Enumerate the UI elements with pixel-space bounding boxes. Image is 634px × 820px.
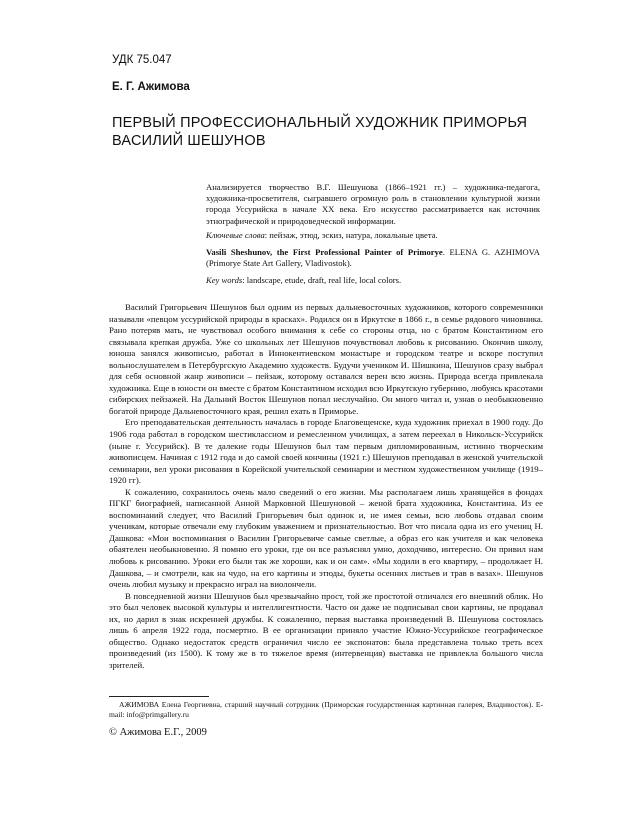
- keywords-ru-list: : пейзаж, этюд, эскиз, натура, локальные цвета.: [264, 229, 438, 240]
- title-line-2: ВАСИЛИЙ ШЕШУНОВ: [112, 133, 266, 149]
- keywords-en: [206, 275, 540, 286]
- abstract-en: [206, 247, 540, 269]
- udc-code: УДК 75.047: [112, 54, 172, 66]
- copyright-notice: © Ажимова Е.Г., 2009: [109, 727, 207, 738]
- body-paragraph: В повседневной жизни Шешунов был чрезвычайно прост, той же простотой отличался его внешний облик. Но это был человек высокой культуры и интеллигентности. Часто он даже не подписывал свои картины, не продавал их, но дарил в знак искренней дружбы. К сожалению, первая выставка произведений В. Шешунова состоялась лишь 6 апреля 1922 года, посмертно. В ее организации приняло участие Южно-Уссурийское географическое общество. Однако недостаток средств ограничил число ее экспонатов: была представлена только треть всех произведений (из 1500). К тому же в то тяжелое время (интервенция) выставка не привлекла большого числа зрителей.: [109, 590, 543, 670]
- body-paragraph: К сожалению, сохранилось очень мало сведений о его жизни. Мы располагаем лишь хранящейся в фондах ПГКГ биографией, написанной Анной Марковной Шешуновой – женой брата художника, Константина. Из ее воспоминаний следует, что Василий Григорьевич был одинок и, не имея семьи, всю любовь отдавал своим ученикам, которые отвечали ему глубоким уважением и признательностью. Вот что писала одна из его учениц Н. Дашкова: «Мои воспоминания о Василии Григорьевиче самые светлые, а образ его как учителя и как человека обаятелен необыкновенно. Я помню его уроки, где он все разъяснял умно, доходчиво, интересно. Он привил нам любовь к рисованию. Уроки его были так же хороши, как и он сам». «Мы ходили в его квартиру, – продолжает Н. Дашкова, – и смотрели, как на чудо, на его картины и этюды, букеты осенних листьев и трав в вазах». Шешунов очень любил музыку и прекрасно играл на виолончели.: [109, 486, 543, 590]
- keywords-en-label: Key words: [206, 275, 243, 286]
- body-paragraph: Василий Григорьевич Шешунов был одним из первых дальневосточных художников, которого современники называли «певцом уссурийской природы в красках». Родился он в Иркутске в 1866 г., в семье рядового чиновника. Рано потеряв мать, не чувствовал особого внимания к себе со стороны отца, но с братом Константином его связывала крепкая дружба. Уже со школьных лет Шешунов почувствовал любовь к рисованию. Окончив школу, юноша занялся живописью, работал в Иннокентиевском монастыре и городском театре и вскоре поступил вольнослушателем в Петербургскую Академию художеств. Будучи учеником И. Шишкина, Шешунов сразу выбрал для себя основной жанр живописи – пейзаж, которому оставался верен всю жизнь. Природа всегда привлекала художника. Еще в юности он вместе с братом Константином исходил всю Иркутскую губернию, любуясь красотами сибирских пейзажей. На Дальний Восток Шешунов попал неслучайно. Он много читал и, узнав о необыкновенно богатой природе Дальневосточного края, решил ехать в Приморье.: [109, 302, 543, 416]
- abstract-en-rest: . ELENA G. AZHIMOVA (Primorye State Art Gallery, Vladivostok).: [206, 247, 540, 269]
- title-line-1: ПЕРВЫЙ ПРОФЕССИОНАЛЬНЫЙ ХУДОЖНИК ПРИМОРЬЯ: [112, 115, 528, 131]
- footnote-divider: [109, 696, 209, 697]
- article-body: [109, 302, 543, 672]
- abstract-ru: Анализируется творчество В.Г. Шешунова (1866–1921 гг.) – художника-педагога, художника-просветителя, сыгравшего огромную роль в становлении культурной жизни города Уссурийска в начале XX века. Его искусство рассматривается как источник этнографической и природоведческой информации.: [206, 182, 540, 226]
- keywords-ru-label: Ключевые слова: [206, 229, 265, 240]
- abstract-en-title: Vasili Sheshunov, the First Professional Painter of Primorye: [206, 247, 443, 258]
- footnote-text: АЖИМОВА Елена Георгиевна, старший научный сотрудник (Приморская государственная картинная галерея, Владивосток). E-mail: info@primgallery.ru: [109, 700, 543, 720]
- author-footnote: [109, 700, 543, 720]
- abstract-block: [206, 182, 540, 290]
- article-title: [112, 114, 542, 150]
- body-paragraph: Его преподавательская деятельность началась в городе Благовещенске, куда художник приехал в 1900 году. До 1906 года работал в городском шестиклассном и ремесленном училищах, а затем переехал в Никольск-Уссурийск (ныне г. Уссурийск). В те далекие годы Шешунов был там первым дипломированным, истинно творческим живописцем. Начиная с 1912 года и до самой своей кончины (1921 г.) Шешунов преподавал в женской учительской семинарии, вел уроки рисования в Корейской учительской семинарии и местном художественном училище (1919–1920 гг).: [109, 417, 543, 486]
- keywords-en-list: : landscape, etude, draft, real life, local colors.: [242, 275, 402, 286]
- keywords-ru: [206, 230, 540, 241]
- author-name: Е. Г. Ажимова: [112, 81, 190, 93]
